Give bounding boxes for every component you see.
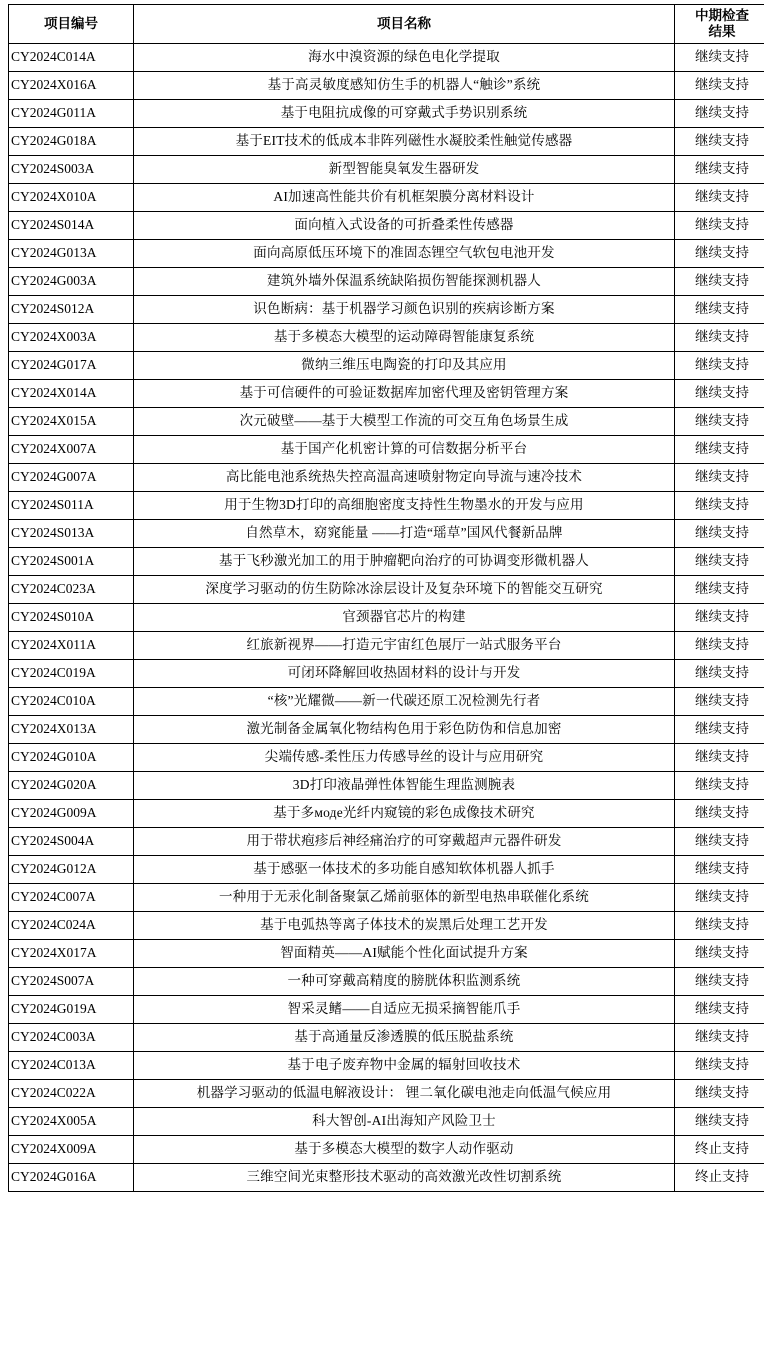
cell-project-code: CY2024X009A (9, 1136, 134, 1164)
cell-project-code: CY2024G016A (9, 1164, 134, 1192)
cell-project-name: 三维空间光束整形技术驱动的高效激光改性切割系统 (134, 1164, 675, 1192)
cell-project-code: CY2024X007A (9, 436, 134, 464)
cell-project-name: 基于多моде光纤内窥镜的彩色成像技术研究 (134, 800, 675, 828)
table-row (9, 660, 764, 688)
cell-project-code: CY2024S013A (9, 520, 134, 548)
cell-project-name: 红旅新视界——打造元宇宙红色展厅一站式服务平台 (134, 632, 675, 660)
cell-review-result: 继续支持 (675, 380, 764, 408)
table-row (9, 436, 764, 464)
cell-project-name: 激光制备金属氧化物结构色用于彩色防伪和信息加密 (134, 716, 675, 744)
cell-project-code: CY2024C019A (9, 660, 134, 688)
table-row (9, 184, 764, 212)
cell-project-code: CY2024S004A (9, 828, 134, 856)
cell-project-name: 高比能电池系统热失控高温高速喷射物定向导流与速冷技术 (134, 464, 675, 492)
cell-project-code: CY2024X015A (9, 408, 134, 436)
cell-project-name: 基于可信硬件的可验证数据库加密代理及密钥管理方案 (134, 380, 675, 408)
table-row (9, 716, 764, 744)
cell-project-code: CY2024X016A (9, 72, 134, 100)
cell-project-name: 次元破壁——基于大模型工作流的可交互角色场景生成 (134, 408, 675, 436)
cell-review-result: 继续支持 (675, 128, 764, 156)
table-row (9, 352, 764, 380)
cell-project-name: 基于高灵敏度感知仿生手的机器人“触诊”系统 (134, 72, 675, 100)
cell-review-result: 继续支持 (675, 436, 764, 464)
cell-project-name: 基于感驱一体技术的多功能自感知软体机器人抓手 (134, 856, 675, 884)
cell-project-name: 基于电阻抗成像的可穿戴式手势识别系统 (134, 100, 675, 128)
table-row (9, 72, 764, 100)
cell-review-result: 继续支持 (675, 1108, 764, 1136)
cell-review-result: 继续支持 (675, 604, 764, 632)
table-row (9, 576, 764, 604)
table-row (9, 520, 764, 548)
table-row (9, 604, 764, 632)
cell-project-name: 一种可穿戴高精度的膀胱体积监测系统 (134, 968, 675, 996)
table-row (9, 996, 764, 1024)
cell-review-result: 继续支持 (675, 212, 764, 240)
table-row (9, 884, 764, 912)
cell-project-name: 一种用于无汞化制备聚氯乙烯前驱体的新型电热串联催化系统 (134, 884, 675, 912)
table-row (9, 744, 764, 772)
cell-review-result: 继续支持 (675, 240, 764, 268)
cell-review-result: 继续支持 (675, 744, 764, 772)
cell-project-code: CY2024C014A (9, 44, 134, 72)
cell-project-code: CY2024G017A (9, 352, 134, 380)
cell-project-code: CY2024X010A (9, 184, 134, 212)
cell-review-result: 继续支持 (675, 520, 764, 548)
cell-review-result: 继续支持 (675, 464, 764, 492)
cell-project-code: CY2024X005A (9, 1108, 134, 1136)
table-row (9, 296, 764, 324)
cell-project-name: 识色断病：基于机器学习颜色识别的疾病诊断方案 (134, 296, 675, 324)
cell-project-code: CY2024X014A (9, 380, 134, 408)
cell-project-name: AI加速高性能共价有机框架膜分离材料设计 (134, 184, 675, 212)
cell-project-name: “核”光耀微——新一代碳还原工况检测先行者 (134, 688, 675, 716)
table-row (9, 912, 764, 940)
table-row (9, 100, 764, 128)
cell-project-name: 机器学习驱动的低温电解液设计： 锂二氧化碳电池走向低温气候应用 (134, 1080, 675, 1108)
cell-project-name: 微纳三维压电陶瓷的打印及其应用 (134, 352, 675, 380)
table-header-row (9, 5, 764, 44)
cell-project-code: CY2024S010A (9, 604, 134, 632)
cell-review-result: 继续支持 (675, 996, 764, 1024)
table-row (9, 492, 764, 520)
cell-review-result: 继续支持 (675, 184, 764, 212)
cell-project-code: CY2024S001A (9, 548, 134, 576)
cell-project-name: 官颈器官芯片的构建 (134, 604, 675, 632)
table-row (9, 940, 764, 968)
cell-project-code: CY2024X013A (9, 716, 134, 744)
cell-review-result: 继续支持 (675, 968, 764, 996)
cell-project-name: 基于EIT技术的低成本非阵列磁性水凝胶柔性触觉传感器 (134, 128, 675, 156)
cell-review-result: 继续支持 (675, 324, 764, 352)
table-row (9, 212, 764, 240)
cell-review-result: 继续支持 (675, 856, 764, 884)
cell-project-name: 面向高原低压环境下的准固态锂空气软包电池开发 (134, 240, 675, 268)
cell-project-code: CY2024C013A (9, 1052, 134, 1080)
table-header (9, 5, 764, 44)
project-table (8, 4, 764, 1192)
cell-review-result: 继续支持 (675, 408, 764, 436)
column-header-result-line1: 中期检查 (695, 8, 749, 23)
cell-review-result: 继续支持 (675, 100, 764, 128)
cell-project-code: CY2024C010A (9, 688, 134, 716)
cell-project-code: CY2024G012A (9, 856, 134, 884)
cell-project-code: CY2024C023A (9, 576, 134, 604)
cell-project-name: 面向植入式设备的可折叠柔性传感器 (134, 212, 675, 240)
cell-project-name: 基于国产化机密计算的可信数据分析平台 (134, 436, 675, 464)
cell-project-name: 尖端传感-柔性压力传感导丝的设计与应用研究 (134, 744, 675, 772)
cell-project-name: 基于飞秒激光加工的用于肿瘤靶向治疗的可协调变形微机器人 (134, 548, 675, 576)
table-row (9, 632, 764, 660)
cell-project-name: 深度学习驱动的仿生防除冰涂层设计及复杂环境下的智能交互研究 (134, 576, 675, 604)
cell-project-code: CY2024S007A (9, 968, 134, 996)
cell-project-name: 用于带状疱疹后神经痛治疗的可穿戴超声元器件研发 (134, 828, 675, 856)
cell-project-name: 海水中溴资源的绿色电化学提取 (134, 44, 675, 72)
cell-review-result: 继续支持 (675, 268, 764, 296)
cell-review-result: 继续支持 (675, 1024, 764, 1052)
table-row (9, 380, 764, 408)
table-row (9, 548, 764, 576)
table-row (9, 968, 764, 996)
cell-project-name: 智采灵鳍——自适应无损采摘智能爪手 (134, 996, 675, 1024)
table-row (9, 1108, 764, 1136)
cell-project-code: CY2024G011A (9, 100, 134, 128)
cell-review-result: 继续支持 (675, 72, 764, 100)
cell-review-result: 继续支持 (675, 156, 764, 184)
cell-review-result: 终止支持 (675, 1164, 764, 1192)
cell-project-code: CY2024X003A (9, 324, 134, 352)
cell-project-name: 3D打印液晶弹性体智能生理监测腕表 (134, 772, 675, 800)
cell-project-name: 自然草木，窈窕能量 ——打造“瑶草”国风代餐新品牌 (134, 520, 675, 548)
table-row (9, 156, 764, 184)
cell-project-name: 基于高通量反渗透膜的低压脱盐系统 (134, 1024, 675, 1052)
table-row (9, 44, 764, 72)
cell-project-code: CY2024G019A (9, 996, 134, 1024)
cell-project-code: CY2024G013A (9, 240, 134, 268)
cell-project-name: 智面精英——AI赋能个性化面试提升方案 (134, 940, 675, 968)
table-row (9, 1080, 764, 1108)
cell-review-result: 继续支持 (675, 632, 764, 660)
cell-project-name: 建筑外墙外保温系统缺陷损伤智能探测机器人 (134, 268, 675, 296)
table-row (9, 128, 764, 156)
cell-review-result: 继续支持 (675, 716, 764, 744)
table-row (9, 688, 764, 716)
table-row (9, 408, 764, 436)
cell-project-code: CY2024S003A (9, 156, 134, 184)
column-header-result (675, 5, 764, 44)
table-row (9, 1136, 764, 1164)
table-body (9, 44, 764, 1192)
cell-project-code: CY2024C022A (9, 1080, 134, 1108)
column-header-code: 项目编号 (9, 5, 134, 44)
cell-project-code: CY2024C007A (9, 884, 134, 912)
cell-review-result: 继续支持 (675, 940, 764, 968)
cell-review-result: 继续支持 (675, 492, 764, 520)
table-row (9, 1024, 764, 1052)
cell-review-result: 继续支持 (675, 296, 764, 324)
table-row (9, 828, 764, 856)
cell-project-name: 新型智能臭氧发生器研发 (134, 156, 675, 184)
cell-project-code: CY2024C003A (9, 1024, 134, 1052)
cell-project-code: CY2024S012A (9, 296, 134, 324)
column-header-result-line2: 结果 (708, 24, 736, 40)
table-row (9, 800, 764, 828)
cell-project-code: CY2024C024A (9, 912, 134, 940)
cell-project-name: 基于多模态大模型的数字人动作驱动 (134, 1136, 675, 1164)
cell-project-code: CY2024G003A (9, 268, 134, 296)
table-row (9, 856, 764, 884)
cell-project-code: CY2024X017A (9, 940, 134, 968)
table-row (9, 268, 764, 296)
cell-project-name: 用于生物3D打印的高细胞密度支持性生物墨水的开发与应用 (134, 492, 675, 520)
table-row (9, 772, 764, 800)
cell-review-result: 继续支持 (675, 352, 764, 380)
cell-project-code: CY2024S014A (9, 212, 134, 240)
table-row (9, 324, 764, 352)
column-header-name: 项目名称 (134, 5, 675, 44)
cell-project-code: CY2024S011A (9, 492, 134, 520)
cell-project-code: CY2024G010A (9, 744, 134, 772)
cell-project-code: CY2024G018A (9, 128, 134, 156)
cell-project-name: 基于多模态大模型的运动障碍智能康复系统 (134, 324, 675, 352)
table-row (9, 1164, 764, 1192)
table-row (9, 240, 764, 268)
cell-project-code: CY2024G020A (9, 772, 134, 800)
cell-review-result: 继续支持 (675, 576, 764, 604)
cell-review-result: 继续支持 (675, 884, 764, 912)
table-row (9, 1052, 764, 1080)
cell-project-name: 基于电弧热等离子体技术的炭黑后处理工艺开发 (134, 912, 675, 940)
cell-review-result: 继续支持 (675, 1080, 764, 1108)
cell-review-result: 继续支持 (675, 548, 764, 576)
cell-review-result: 继续支持 (675, 912, 764, 940)
cell-project-name: 可闭环降解回收热固材料的设计与开发 (134, 660, 675, 688)
cell-review-result: 终止支持 (675, 1136, 764, 1164)
cell-review-result: 继续支持 (675, 44, 764, 72)
cell-project-code: CY2024X011A (9, 632, 134, 660)
cell-project-name: 基于电子废弃物中金属的辐射回收技术 (134, 1052, 675, 1080)
cell-review-result: 继续支持 (675, 688, 764, 716)
cell-project-code: CY2024G009A (9, 800, 134, 828)
cell-review-result: 继续支持 (675, 1052, 764, 1080)
cell-review-result: 继续支持 (675, 660, 764, 688)
cell-review-result: 继续支持 (675, 800, 764, 828)
cell-project-code: CY2024G007A (9, 464, 134, 492)
table-row (9, 464, 764, 492)
cell-review-result: 继续支持 (675, 772, 764, 800)
cell-review-result: 继续支持 (675, 828, 764, 856)
cell-project-name: 科大智创-AI出海知产风险卫士 (134, 1108, 675, 1136)
